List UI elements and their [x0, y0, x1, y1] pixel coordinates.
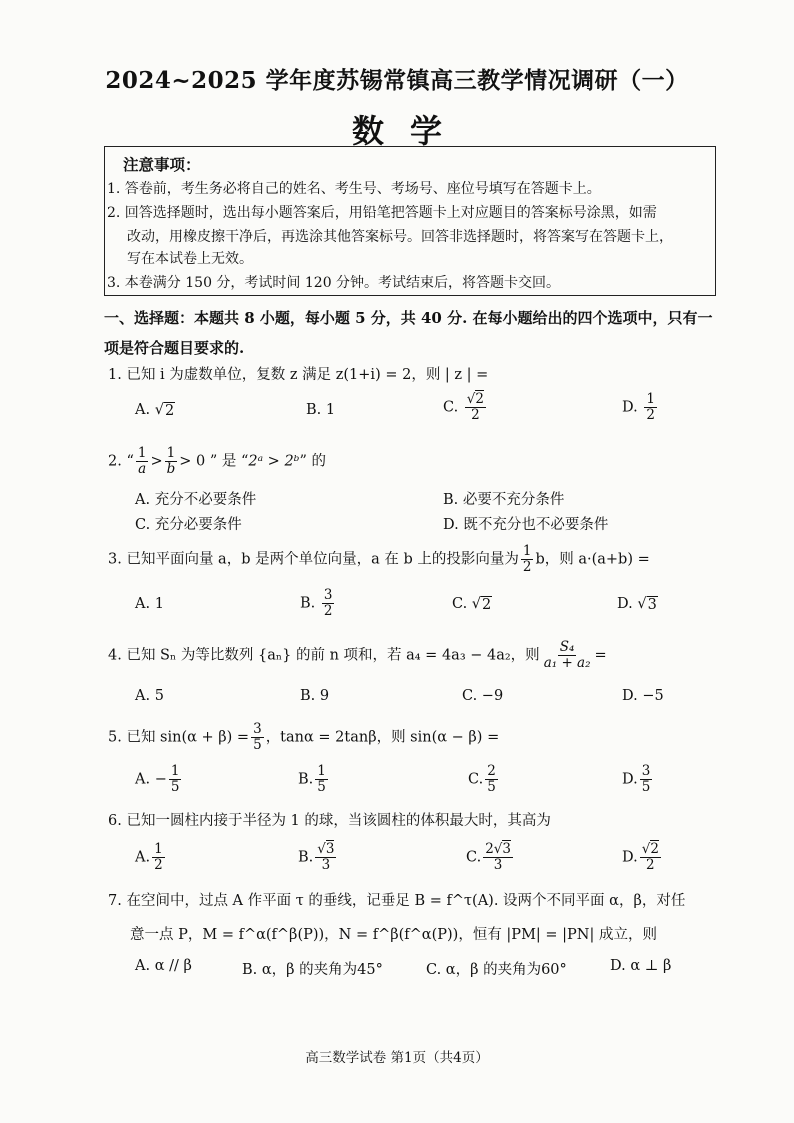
notice-item: 写在本试卷上无效。	[127, 251, 253, 267]
question-2-stem: 2. “ $\frac{1}{a}$ > $\frac{1}{b}$ > 0 ” 是 “2ᵃ > 2ᵇ” 的	[108, 445, 326, 477]
q5-option-c: C. $\frac{2}{5}$	[468, 763, 496, 795]
notice-item: 3. 本卷满分 150 分，考试时间 120 分钟。考试结束后，将答题卡交回。	[107, 275, 561, 291]
q3-option-a: A. 1	[135, 596, 164, 612]
exam-title: 2024~2025 学年度苏锡常镇高三教学情况调研（一）	[105, 67, 689, 94]
notice-heading: 注意事项：	[123, 155, 201, 174]
q1-option-a: A. √ 2	[135, 402, 175, 419]
subject-heading: 数学	[351, 112, 468, 150]
q2-option-a: A. 充分不必要条件	[135, 492, 257, 508]
notice-item: 2. 回答选择题时，选出每小题答案后，用铅笔把答题卡上对应题目的答案标号涂黑，如需	[107, 205, 657, 221]
q6-option-b: B. $\frac{√3}{3}$	[298, 841, 335, 873]
q1-option-c: C. $\frac{√2}{2}$	[443, 391, 484, 423]
q5-option-d: D. $\frac{3}{5}$	[622, 763, 651, 795]
q6-option-c: C. $\frac{2√3}{3}$	[466, 841, 511, 873]
question-5-stem: 5. 已知 sin(α + β) = $\frac{3}{5}$ ，tanα = 2tanβ，则 sin(α − β) =	[108, 721, 500, 753]
question-7-stem-line1: 7. 在空间中，过点 A 作平面 τ 的垂线，记垂足 B = f^τ(A). 设两个不同平面 α，β，对任	[108, 893, 686, 909]
question-3-stem: 3. 已知平面向量 a，b 是两个单位向量，a 在 b 上的投影向量为 $\frac{1}{2}$ b，则 a·(a+b) =	[108, 543, 650, 575]
q4-option-d: D. −5	[622, 688, 664, 704]
q1-option-d: D. $\frac{1}{2}$	[622, 391, 655, 423]
q3-option-b: B. $\frac{3}{2}$	[300, 587, 333, 619]
q7-option-d: D. α ⊥ β	[610, 958, 672, 974]
section-heading-line2: 项是符合题目要求的.	[104, 339, 245, 357]
question-6-stem: 6. 已知一圆柱内接于半径为 1 的球，当该圆柱的体积最大时，其高为	[108, 813, 551, 829]
question-7-stem-line2: 意一点 P，M = f^α(f^β(P))，N = f^β(f^α(P))，恒有 |PM| = |PN| 成立，则	[130, 927, 657, 943]
q5-option-a: A. − $\frac{1}{5}$	[135, 763, 180, 795]
q3-option-d: D. √ 3	[617, 596, 657, 613]
notice-item: 1. 答卷前，考生务必将自己的姓名、考生号、考场号、座位号填写在答题卡上。	[107, 181, 601, 197]
q4-option-b: B. 9	[300, 688, 330, 704]
q5-option-b: B. $\frac{1}{5}$	[298, 763, 326, 795]
q3-option-c: C. √ 2	[452, 596, 492, 613]
q2-option-b: B. 必要不充分条件	[443, 492, 565, 508]
question-4-stem: 4. 已知 Sₙ 为等比数列 {aₙ} 的前 n 项和，若 a₄ = 4a₃ − 4a₂，则 $\frac{\text{S₄}}{\text{a₁ + a₂}}$ =	[108, 639, 607, 671]
q6-option-d: D. $\frac{√2}{2}$	[622, 841, 659, 873]
q1-option-b: B. 1	[306, 402, 336, 418]
q4-option-a: A. 5	[135, 688, 164, 704]
q6-option-a: A. $\frac{1}{2}$	[135, 841, 163, 873]
q2-option-c: C. 充分必要条件	[135, 517, 242, 533]
question-1-stem: 1. 已知 i 为虚数单位，复数 z 满足 z(1+i) = 2，则 | z | =	[108, 367, 489, 383]
q7-option-a: A. α // β	[135, 958, 192, 974]
q7-option-b: B. α，β 的夹角为45°	[242, 962, 383, 978]
section-heading-line1: 一、选择题：本题共 8 小题，每小题 5 分，共 40 分. 在每小题给出的四个选项中，只有一	[104, 309, 713, 327]
page-footer: 高三数学试卷 第1页（共4页）	[305, 1050, 489, 1066]
notice-box	[104, 146, 716, 296]
q4-option-c: C. −9	[462, 688, 504, 704]
notice-item: 改动，用橡皮擦干净后，再选涂其他答案标号。回答非选择题时，将答案写在答题卡上，	[127, 229, 673, 245]
q2-option-d: D. 既不充分也不必要条件	[443, 517, 609, 533]
q7-option-c: C. α，β 的夹角为60°	[426, 962, 567, 978]
